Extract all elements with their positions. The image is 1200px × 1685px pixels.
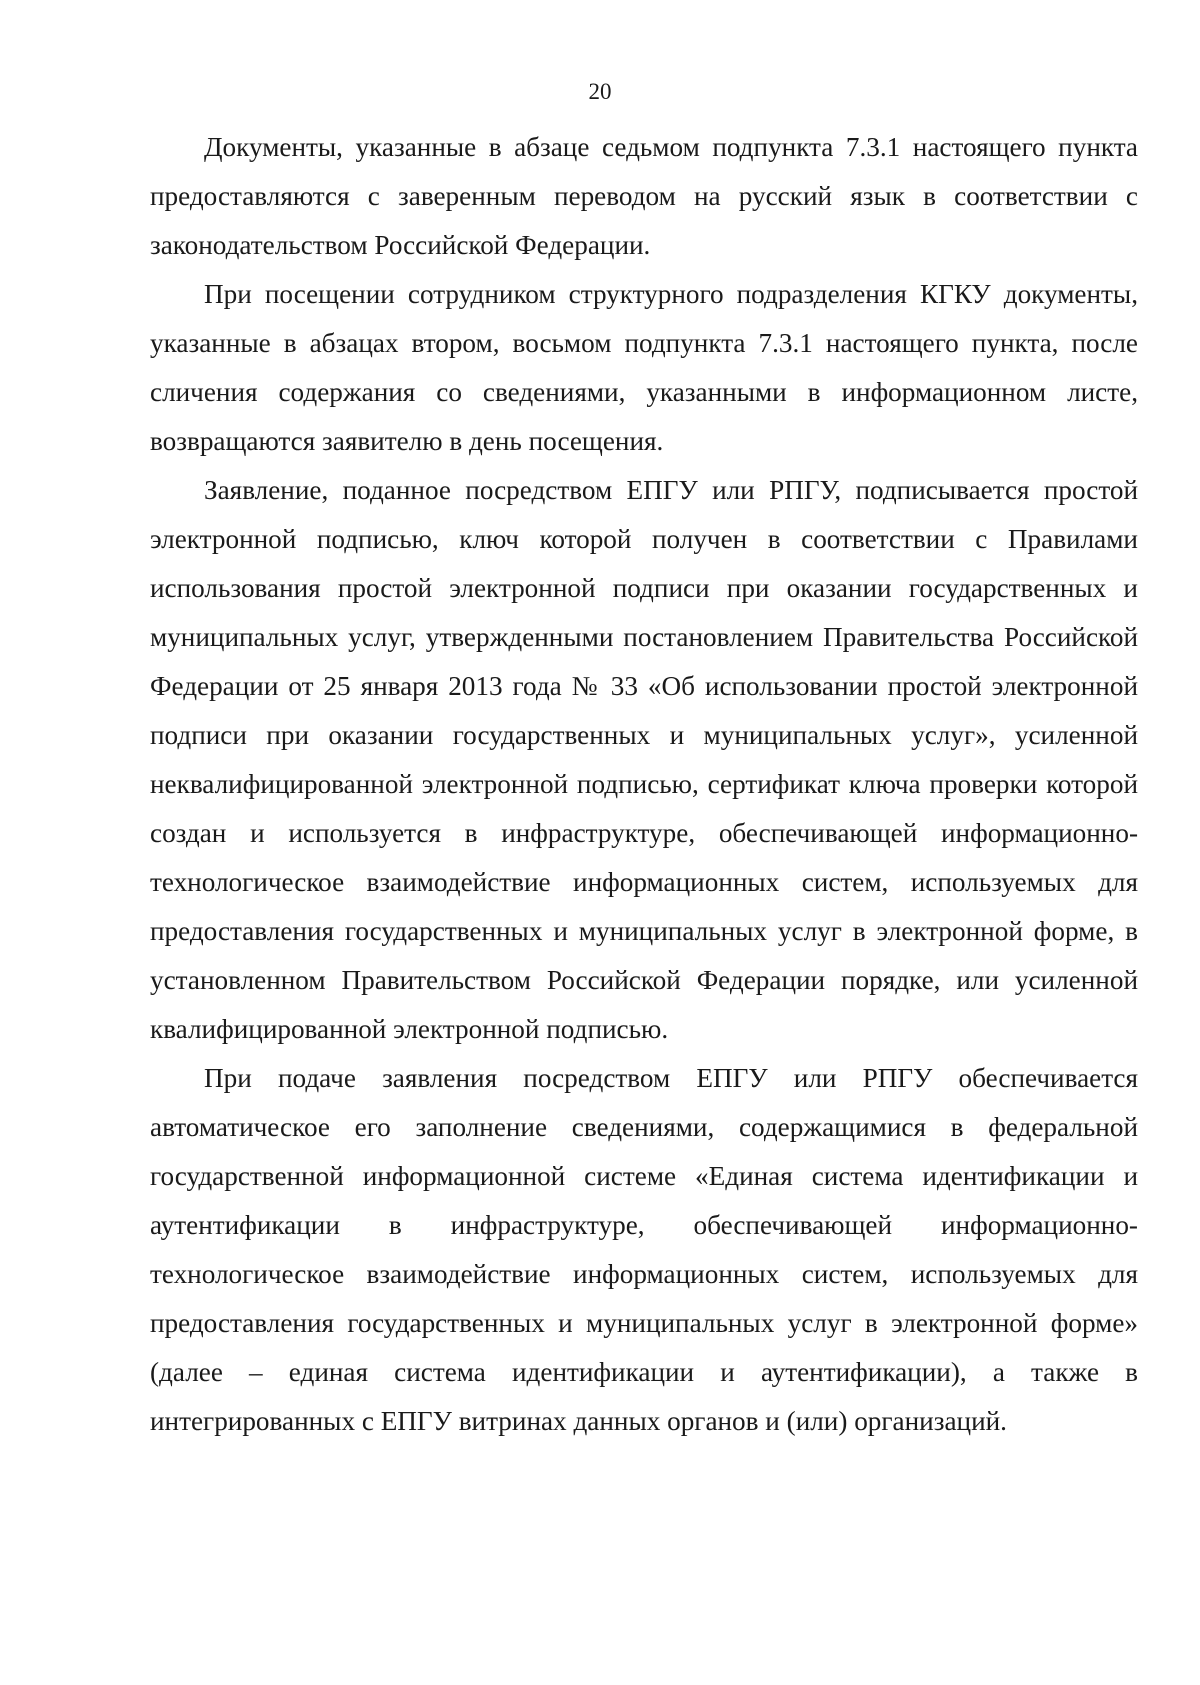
paragraph-document-return: При посещении сотрудником структурного подразделения КГКУ документы, указанные в абзацах втором, восьмом подпункта 7.3.1 настоящего пункта, после сличения содержания со сведениями, указанными в информационном листе, возвращаются заявителю в день посещения.: [150, 279, 1138, 456]
document-body: [150, 123, 1138, 1446]
paragraph-translated-documents: Документы, указанные в абзаце седьмом подпункта 7.3.1 настоящего пункта предоставляются с заверенным переводом на русский язык в соответствии с законодательством Российской Федерации.: [150, 132, 1138, 260]
page-number: 20: [588, 79, 612, 104]
paragraph-electronic-signature: Заявление, поданное посредством ЕПГУ или РПГУ, подписывается простой электронной подписью, ключ которой получен в соответствии с Правилами использования простой электронной подписи при оказании государственных и муниципальных услуг, утвержденными постановлением Правительства Российской Федерации от 25 января 2013 года № 33 «Об использовании простой электронной подписи при оказании государственных и муниципальных услуг», усиленной неквалифицированной электронной подписью, сертификат ключа проверки которой создан и используется в инфраструктуре, обеспечивающей информационно-технологическое взаимодействие информационных систем, используемых для предоставления государственных и муниципальных услуг в электронной форме, в установленном Правительством Российской Федерации порядке, или усиленной квалифицированной электронной подписью.: [150, 475, 1138, 1044]
paragraph-auto-fill: При подаче заявления посредством ЕПГУ или РПГУ обеспечивается автоматическое его заполнение сведениями, содержащимися в федеральной государственной информационной системе «Единая система идентификации и аутентификации в инфраструктуре, обеспечивающей информационно-технологическое взаимодействие информационных систем, используемых для предоставления государственных и муниципальных услуг в электронной форме» (далее – единая система идентификации и аутентификации), а также в интегрированных с ЕПГУ витринах данных органов и (или) организаций.: [150, 1063, 1138, 1436]
